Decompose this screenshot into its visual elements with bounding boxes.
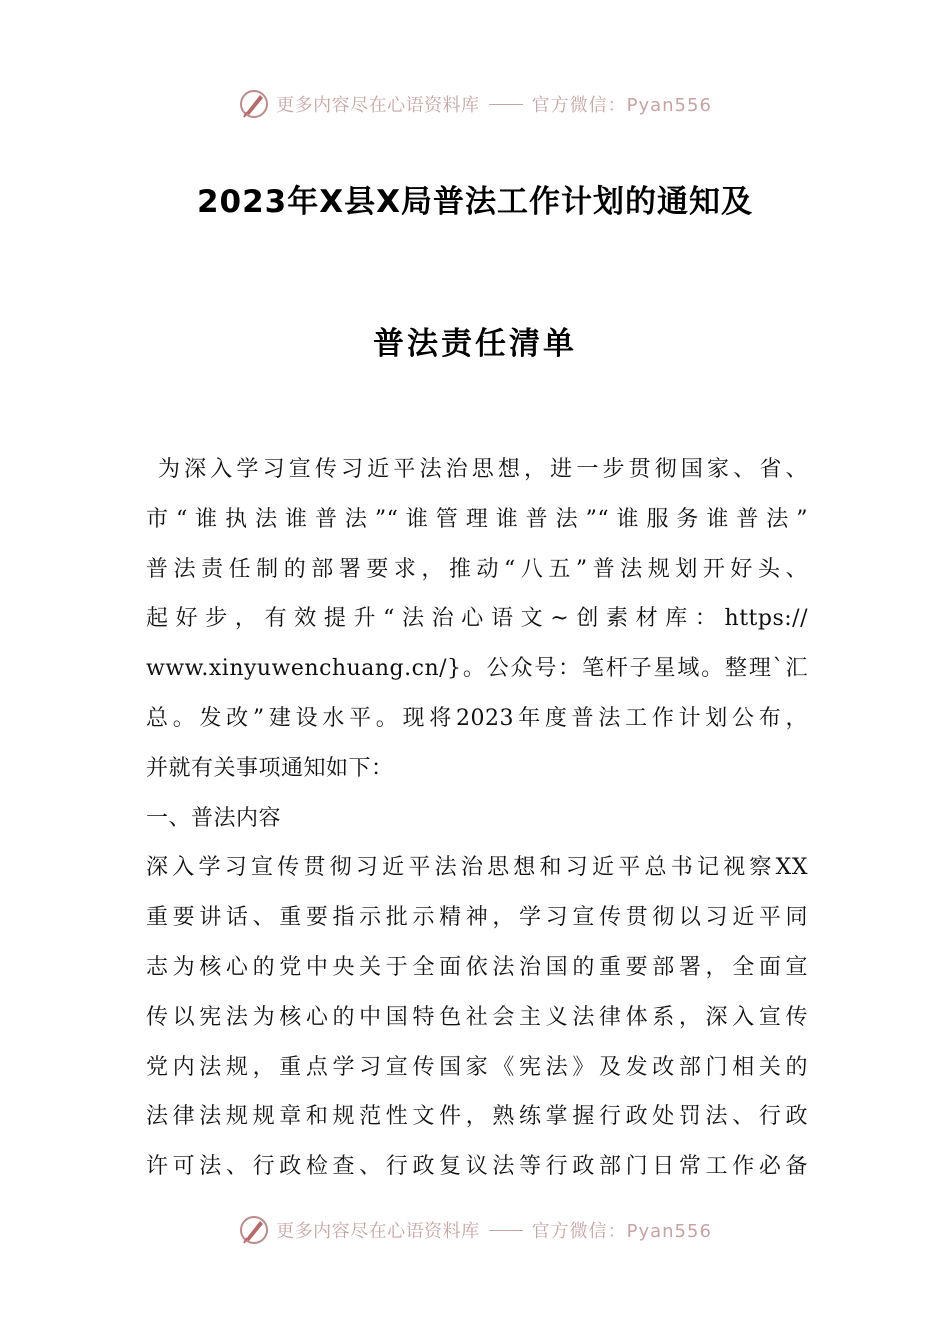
document-title-line-1: 2023年X县X局普法工作计划的通知及: [196, 184, 754, 220]
quill-pen-icon: [238, 88, 270, 120]
body-line: 起好步，有效提升“法治心语文~创素材库：https://: [146, 606, 808, 632]
body-line: 总。发改”建设水平。现将2023年度普法工作计划公布，: [146, 705, 808, 731]
document-body: [146, 445, 808, 1192]
section-heading: 一、普法内容: [146, 805, 282, 831]
body-line: 志为核心的党中央关于全面依法治国的重要部署，全面宣: [146, 954, 808, 980]
watermark-contact-text: 官方微信：Pyan556: [531, 95, 712, 116]
watermark-contact-text: 官方微信：Pyan556: [531, 1221, 712, 1242]
watermark-site-text: 更多内容尽在心语资料库: [276, 1221, 480, 1242]
watermark-divider: [489, 1230, 523, 1231]
body-line: 许可法、行政检查、行政复议法等行政部门日常工作必备: [146, 1154, 808, 1180]
body-line: 党内法规，重点学习宣传国家《宪法》及发改部门相关的: [146, 1054, 808, 1080]
quill-pen-icon: [238, 1214, 270, 1246]
body-line: 深入学习宣传贯彻习近平法治思想和习近平总书记视察XX: [146, 855, 808, 881]
body-line: 法律法规规章和规范性文件，熟练掌握行政处罚法、行政: [146, 1104, 808, 1130]
watermark-banner-bottom: [0, 1210, 950, 1250]
watermark-banner-top: [0, 84, 950, 124]
watermark-site-text: 更多内容尽在心语资料库: [276, 95, 480, 116]
body-line: 市“谁执法谁普法”“谁管理谁普法”“谁服务谁普法”: [146, 506, 808, 532]
body-line: 为深入学习宣传习近平法治思想，进一步贯彻国家、省、: [158, 457, 808, 482]
watermark-divider: [489, 104, 523, 105]
body-line: 传以宪法为核心的中国特色社会主义法律体系，深入宣传: [146, 1004, 808, 1030]
document-title-line-2: 普法责任清单: [373, 326, 577, 362]
body-line: 重要讲话、重要指示批示精神，学习宣传贯彻以习近平同: [146, 905, 808, 931]
body-line: 普法责任制的部署要求，推动“八五”普法规划开好头、: [146, 556, 808, 582]
body-line: 并就有关事项通知如下：: [146, 755, 394, 781]
body-line: www.xinyuwenchuang.cn/}。公众号：笔杆子星域。整理`汇: [146, 656, 808, 682]
